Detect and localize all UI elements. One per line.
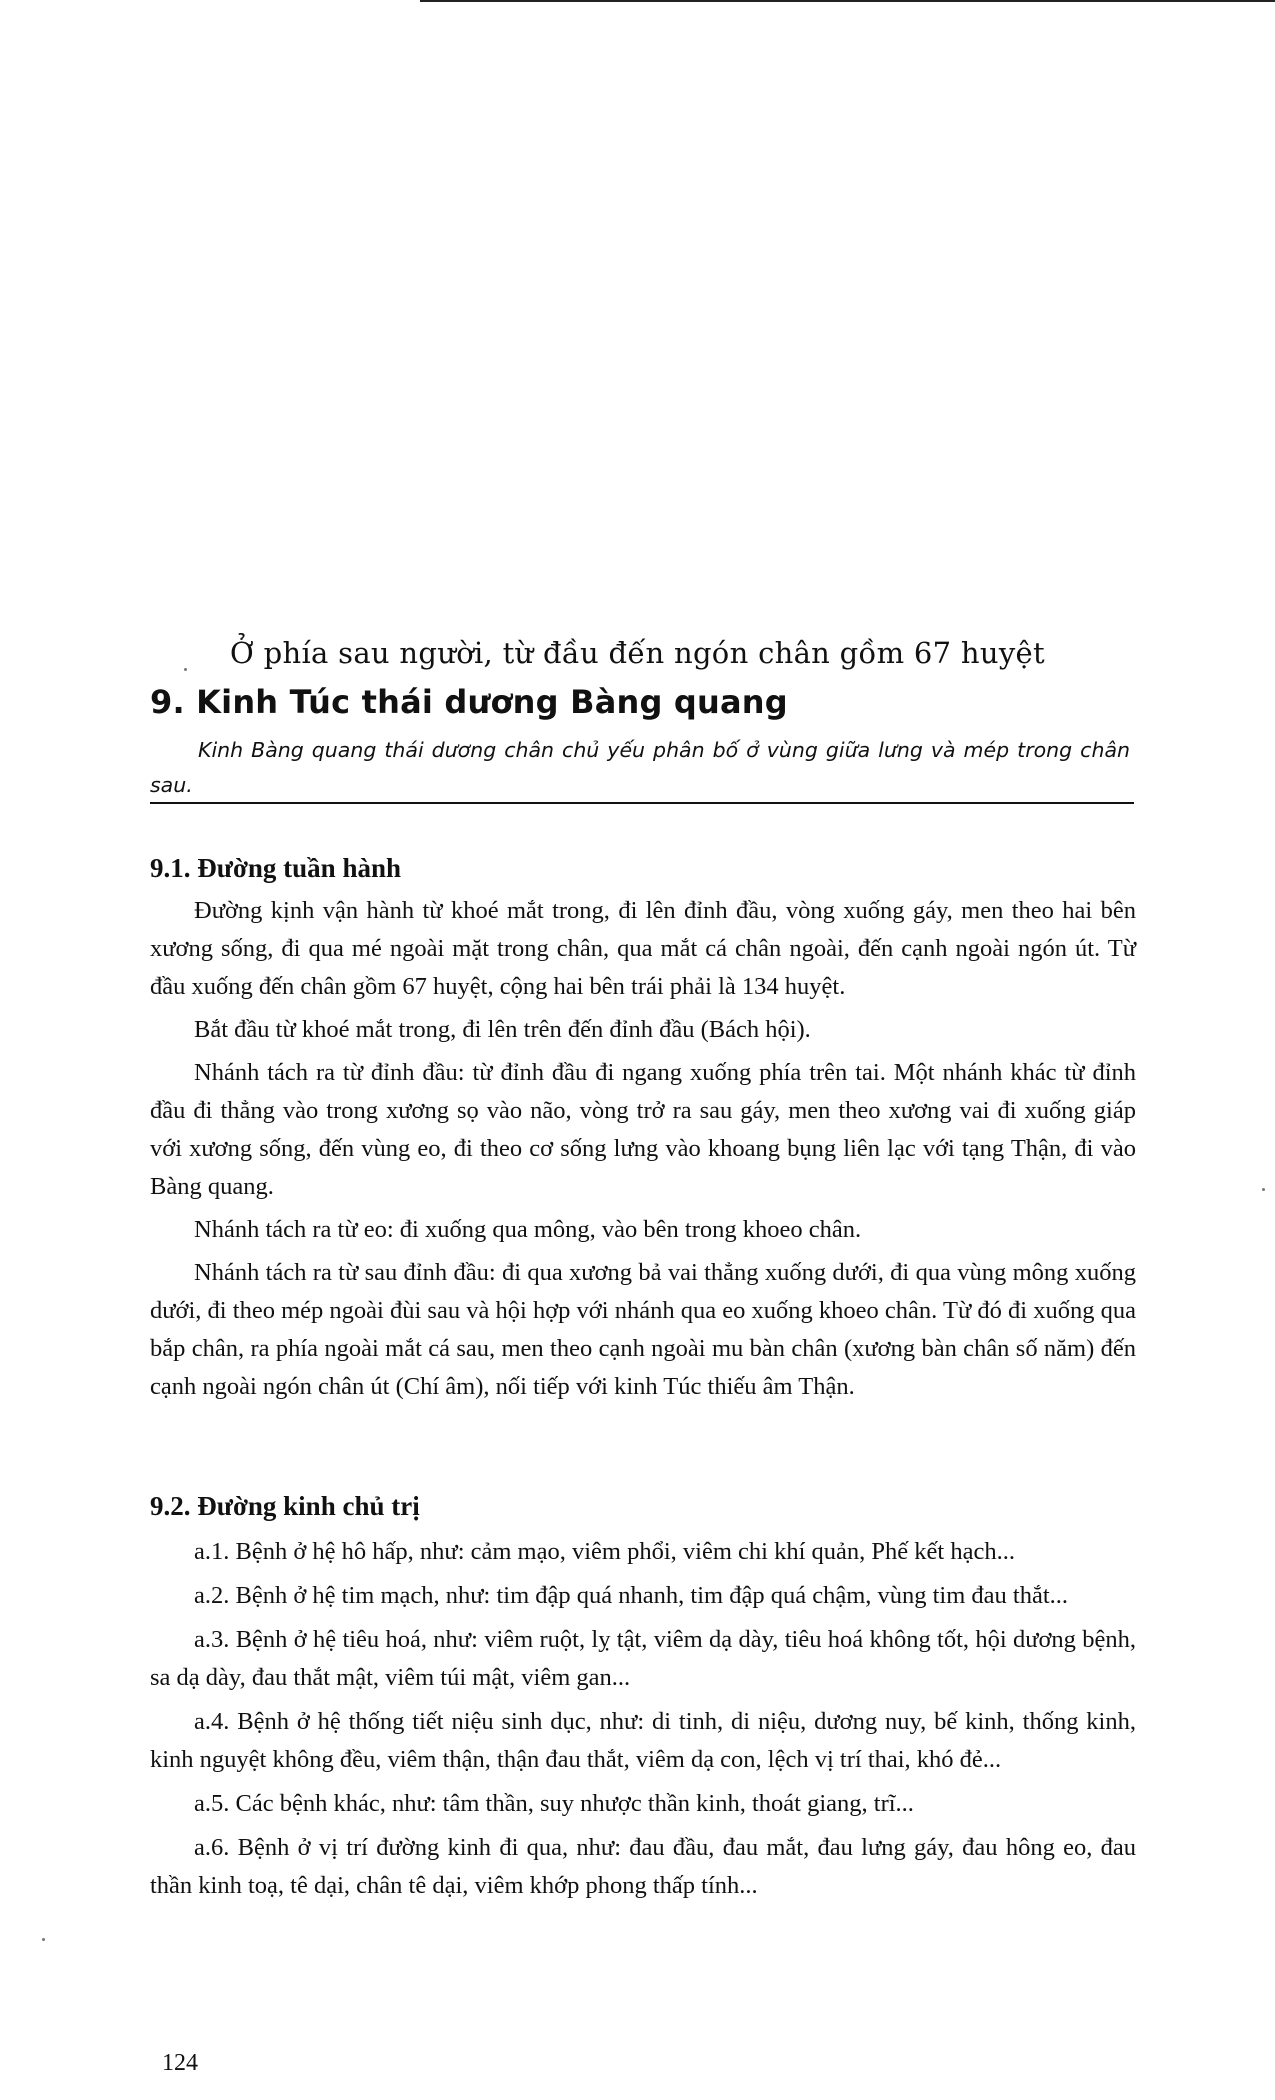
list-item: a.5. Các bệnh khác, như: tâm thần, suy nhược thần kinh, thoát giang, trĩ... xyxy=(194,1790,914,1817)
top-border-line xyxy=(420,0,1275,2)
section-heading-route: 9.1. Đường tuần hành xyxy=(150,853,401,883)
section-body-route xyxy=(150,892,1136,1411)
figure-caption: Ở phía sau người, từ đầu đến ngón chân gồm 67 huyệt xyxy=(230,636,1045,670)
chapter-title: 9. Kinh Túc thái dương Bàng quang xyxy=(150,683,788,721)
paragraph: Nhánh tách ra từ sau đỉnh đầu: đi qua xương bả vai thẳng xuống dưới, đi qua vùng mông xuống dưới, đi theo mép ngoài đùi sau và hội hợp với nhánh qua eo xuống khoeo chân. Từ đó đi xuống qua bắp chân, ra phía ngoài mắt cá sau, men theo cạnh ngoài mu bàn chân (xương bàn chân số năm) đến cạnh ngoài ngón chân út (Chí âm), nối tiếp với kinh Túc thiếu âm Thận. xyxy=(150,1259,1136,1400)
paragraph: Nhánh tách ra từ đỉnh đầu: từ đỉnh đầu đi ngang xuống phía trên tai. Một nhánh khác từ đỉnh đầu đi thẳng vào trong xương sọ vào não, vòng trở ra sau gáy, men theo xương vai đi xuống giáp với xương sống, đến vùng eo, đi theo cơ sống lưng vào khoang bụng liên lạc với tạng Thận, đi vào Bàng quang. xyxy=(150,1059,1136,1200)
list-item: a.4. Bệnh ở hệ thống tiết niệu sinh dục, như: di tinh, di niệu, dương nuy, bế kinh, thống kinh, kinh nguyệt không đều, viêm thận, thận đau thắt, viêm dạ con, lệch vị trí thai, khó đẻ... xyxy=(150,1708,1136,1773)
section-heading-indications: 9.2. Đường kinh chủ trị xyxy=(150,1491,420,1521)
intro-text: Kinh Bàng quang thái dương chân chủ yếu phân bố ở vùng giữa lưng và mép trong chân sau. xyxy=(150,738,1130,797)
scan-speck xyxy=(42,1938,45,1941)
intro-divider xyxy=(150,802,1134,804)
list-item: a.3. Bệnh ở hệ tiêu hoá, như: viêm ruột, lỵ tật, viêm dạ dày, tiêu hoá không tốt, hội dương bệnh, sa dạ dày, đau thắt mật, viêm túi mật, viêm gan... xyxy=(150,1626,1136,1691)
paragraph: Nhánh tách ra từ eo: đi xuống qua mông, vào bên trong khoeo chân. xyxy=(194,1216,862,1243)
list-item: a.6. Bệnh ở vị trí đường kinh đi qua, như: đau đầu, đau mắt, đau lưng gáy, đau hông eo, đau thần kinh toạ, tê dại, chân tê dại, viêm khớp phong thấp tính... xyxy=(150,1834,1136,1899)
list-item: a.2. Bệnh ở hệ tim mạch, như: tim đập quá nhanh, tim đập quá chậm, vùng tim đau thắt... xyxy=(194,1582,1069,1609)
section-body-indications xyxy=(150,1533,1136,1911)
paragraph: Bắt đầu từ khoé mắt trong, đi lên trên đến đỉnh đầu (Bách hội). xyxy=(194,1016,811,1043)
list-item: a.1. Bệnh ở hệ hô hấp, như: cảm mạo, viêm phổi, viêm chi khí quản, Phế kết hạch... xyxy=(194,1538,1015,1565)
paragraph: Đường kịnh vận hành từ khoé mắt trong, đi lên đỉnh đầu, vòng xuống gáy, men theo hai bên xương sống, đi qua mé ngoài mặt trong chân, qua mắt cá chân ngoài, đến cạnh ngoài ngón út. Từ đầu xuống đến chân gồm 67 huyệt, cộng hai bên trái phải là 134 huyệt. xyxy=(150,897,1136,1000)
scan-speck xyxy=(184,668,187,671)
scan-speck xyxy=(1262,1188,1265,1191)
page-number: 124 xyxy=(162,2050,198,2076)
